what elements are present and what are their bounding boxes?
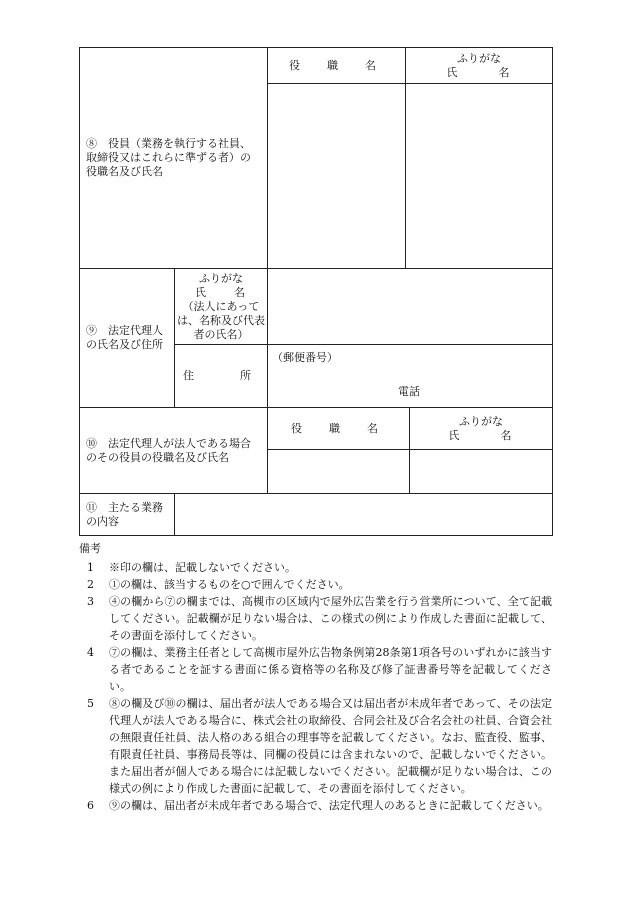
note-number: 2: [87, 578, 94, 591]
note-text: ④の欄から⑦の欄までは、高槻市の区域内で屋外広告業を行う営業所について、全て記載してください。記載欄が足りない場合は、この様式の例により作成した書面に記載して、その書面を添付してください。: [109, 595, 552, 642]
note-item: [79, 593, 552, 644]
legal-rep-officer-position-header-text: 役 職 名: [291, 421, 386, 435]
legal-rep-address-label-cell: [175, 345, 268, 408]
legal-rep-address-label: 住 所: [183, 369, 259, 382]
legal-rep-officer-position-header: [268, 408, 410, 450]
note-item: [79, 559, 552, 576]
note-number: 1: [87, 561, 94, 574]
phone-label: 電話: [398, 385, 420, 398]
note-text: ※印の欄は、記載しないでください。: [109, 561, 296, 574]
main-business-label: ⑪ 主たる業務の内容: [80, 494, 175, 536]
note-item: [79, 576, 552, 593]
legal-rep-officer-name-field[interactable]: [410, 450, 553, 494]
officer-name-label: 氏 名: [446, 65, 512, 79]
main-business-field[interactable]: [175, 494, 553, 536]
note-text: ⑦の欄は、業務主任者として高槻市屋外広告物条例第28条第1項各号のいずれかに該当する者であることを証する書面に係る資格等の名称及び修了証書番号等を記載してください。: [109, 646, 552, 693]
legal-rep-name-note: （法人にあっては、名称及び代表者の氏名）: [177, 299, 265, 341]
note-number: 4: [87, 646, 94, 659]
officer-position-header-text: 役 職 名: [289, 58, 384, 72]
note-text: ⑨の欄は、届出者が未成年者である場合で、法定代理人のあるときに記載してください。: [109, 799, 549, 812]
note-number: 5: [87, 697, 94, 710]
note-text: ⑧の欄及び⑩の欄は、届出者が法人である場合又は届出者が未成年者であって、その法定代理人が法人である場合に、株式会社の取締役、合同会社及び合名会社の社員、合資会社の無限責任社員、法人格のある組合の理事等を記載してください。なお、監査役、監事、有限責任社員、事務局長等は、同欄の役員には含まれないので、記載しないでください。また届出者が個人である場合には記載しないでください。記載欄が足りない場合は、この様式の例により作成した書面に記載して、その書面を添付してください。: [109, 697, 552, 795]
note-item: [79, 797, 552, 814]
legal-rep-officer-furigana-label: ふりがな: [459, 414, 503, 428]
legal-rep-officer-section-label: ⑩ 法定代理人が法人である場合のその役員の役職名及び氏名: [80, 408, 268, 494]
note-number: 6: [87, 799, 94, 812]
form-table-container: [79, 47, 552, 536]
legal-rep-officer-name-label: 氏 名: [448, 428, 514, 442]
note-number: 3: [87, 595, 94, 608]
note-item: [79, 695, 552, 797]
legal-rep-section-label: ⑨ 法定代理人の氏名及び住所: [80, 269, 175, 408]
officer-name-field[interactable]: [406, 84, 553, 269]
officer-name-header: [406, 48, 553, 84]
note-item: [79, 644, 552, 695]
zip-code-label: （郵便番号）: [272, 351, 338, 364]
legal-rep-officer-name-header: [410, 408, 553, 450]
legal-rep-address-field[interactable]: [268, 345, 553, 408]
officer-furigana-label: ふりがな: [457, 51, 501, 65]
officer-position-field[interactable]: [268, 84, 406, 269]
legal-rep-name-label-cell: [175, 269, 268, 345]
officer-section-label: ⑧ 役員（業務を執行する社員、取締役又はこれらに準ずる者）の役職名及び氏名: [80, 48, 268, 269]
note-text: ①の欄は、該当するものを○で囲んでください。: [109, 578, 350, 591]
legal-rep-furigana-label: ふりがな: [199, 271, 243, 285]
officer-position-header: [268, 48, 406, 84]
legal-rep-name-field[interactable]: [268, 269, 553, 345]
legal-rep-officer-position-field[interactable]: [268, 450, 410, 494]
form-table: [79, 47, 553, 536]
notes-section: [79, 540, 552, 814]
legal-rep-name-label: 氏 名: [195, 285, 247, 299]
notes-title: 備考: [79, 542, 101, 555]
